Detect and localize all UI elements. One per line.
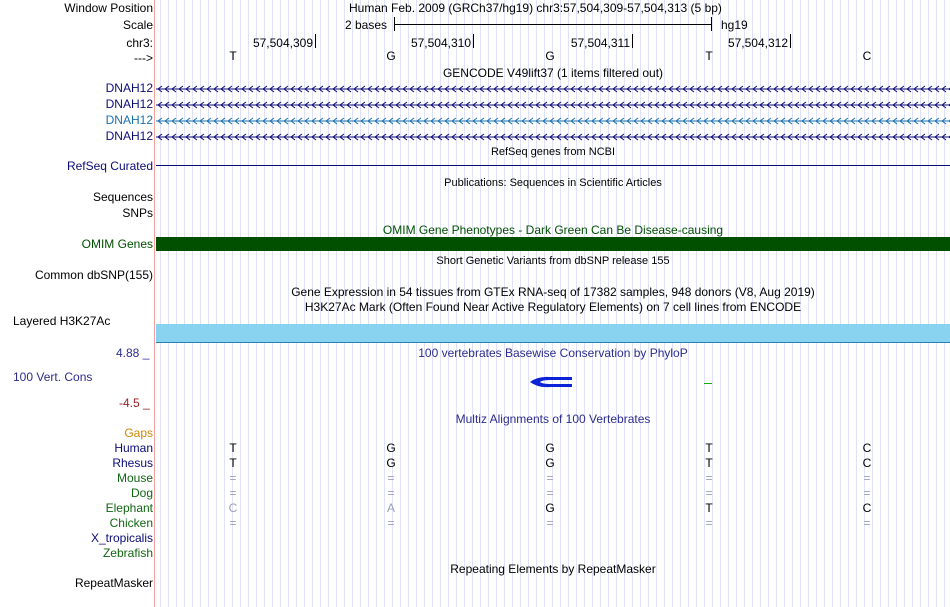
position-tick-label: 57,504,309 bbox=[252, 36, 313, 50]
position-tick-mark bbox=[315, 34, 316, 48]
reference-base: G bbox=[386, 49, 396, 63]
scale-bar bbox=[394, 17, 712, 31]
multiz-base: G bbox=[545, 501, 555, 515]
reference-base: C bbox=[862, 49, 872, 63]
gtex-title[interactable]: Gene Expression in 54 tissues from GTEx RNA-seq of 17382 samples, 948 donors (V8, Aug 2019) bbox=[291, 285, 815, 299]
position-tick-mark bbox=[790, 34, 791, 48]
repeatmasker-title[interactable]: Repeating Elements by RepeatMasker bbox=[450, 562, 656, 576]
multiz-base: = bbox=[387, 516, 395, 530]
phylop-max-label: 4.88 _ bbox=[116, 346, 150, 360]
omim-label[interactable]: OMIM Genes bbox=[81, 237, 153, 251]
multiz-base: T bbox=[705, 441, 713, 455]
reference-base: T bbox=[705, 49, 713, 63]
dbsnp-title[interactable]: Short Genetic Variants from dbSNP release 155 bbox=[436, 255, 670, 267]
multiz-title[interactable]: Multiz Alignments of 100 Vertebrates bbox=[455, 412, 651, 426]
gencode-gene-arrows[interactable] bbox=[156, 131, 950, 141]
h3k27ac-title[interactable]: H3K27Ac Mark (Often Found Near Active Regulatory Elements) on 7 cell lines from ENCODE bbox=[304, 300, 802, 314]
h3k27ac-signal[interactable] bbox=[156, 324, 950, 343]
multiz-base: = bbox=[863, 471, 871, 485]
multiz-species-label[interactable]: Dog bbox=[130, 486, 153, 500]
reference-base: G bbox=[545, 49, 555, 63]
phylop-score-glyph bbox=[528, 376, 576, 388]
strand-label: ---> bbox=[134, 51, 153, 65]
refseq-gene-line[interactable] bbox=[156, 165, 950, 166]
multiz-base: G bbox=[386, 441, 396, 455]
multiz-base: = bbox=[705, 471, 713, 485]
position-tick-label: 57,504,310 bbox=[410, 36, 471, 50]
multiz-base: A bbox=[386, 501, 395, 515]
window-position-value: Human Feb. 2009 (GRCh37/hg19) chr3:57,504,309-57,504,313 (5 bp) bbox=[349, 1, 722, 15]
phylop-title[interactable]: 100 vertebrates Basewise Conservation by PhyloP bbox=[418, 346, 688, 360]
h3k27ac-label[interactable]: Layered H3K27Ac bbox=[13, 314, 111, 328]
multiz-base: = bbox=[229, 486, 237, 500]
gencode-gene-label[interactable]: DNAH12 bbox=[105, 129, 153, 143]
scale-value: 2 bases bbox=[345, 18, 388, 32]
position-tick-mark bbox=[473, 34, 474, 48]
multiz-base: T bbox=[705, 501, 713, 515]
dbsnp-label[interactable]: Common dbSNP(155) bbox=[34, 268, 153, 282]
scale-label: Scale bbox=[122, 18, 153, 32]
gencode-gene-label[interactable]: DNAH12 bbox=[105, 113, 153, 127]
assembly-label: hg19 bbox=[721, 18, 748, 32]
gencode-title[interactable]: GENCODE V49lift37 (1 items filtered out) bbox=[442, 66, 664, 80]
phylop-min-label: -4.5 _ bbox=[119, 396, 150, 410]
refseq-label[interactable]: RefSeq Curated bbox=[66, 159, 153, 173]
gencode-gene-label[interactable]: DNAH12 bbox=[105, 97, 153, 111]
multiz-species-label[interactable]: Elephant bbox=[105, 501, 153, 515]
multiz-base: = bbox=[546, 471, 554, 485]
position-tick-mark bbox=[632, 34, 633, 48]
multiz-species-label[interactable]: Mouse bbox=[116, 471, 153, 485]
multiz-base: G bbox=[545, 456, 555, 470]
multiz-species-label[interactable]: X_tropicalis bbox=[90, 531, 153, 545]
multiz-base: = bbox=[229, 516, 237, 530]
repeatmasker-label[interactable]: RepeatMasker bbox=[74, 576, 153, 590]
phylop-score-mark bbox=[704, 383, 712, 384]
multiz-base: T bbox=[229, 441, 237, 455]
multiz-base: T bbox=[705, 456, 713, 470]
window-position-label: Window Position bbox=[64, 1, 153, 15]
snps-label[interactable]: SNPs bbox=[122, 206, 153, 220]
multiz-base: = bbox=[705, 486, 713, 500]
sequences-label[interactable]: Sequences bbox=[92, 190, 153, 204]
multiz-base: C bbox=[228, 501, 238, 515]
multiz-species-label[interactable]: Chicken bbox=[109, 516, 153, 530]
label-divider bbox=[154, 0, 155, 607]
multiz-base: C bbox=[862, 441, 872, 455]
multiz-base: = bbox=[546, 516, 554, 530]
multiz-base: T bbox=[229, 456, 237, 470]
multiz-base: C bbox=[862, 501, 872, 515]
refseq-title[interactable]: RefSeq genes from NCBI bbox=[490, 146, 616, 158]
multiz-species-label[interactable]: Zebrafish bbox=[102, 546, 153, 560]
multiz-base: = bbox=[546, 486, 554, 500]
omim-title[interactable]: OMIM Gene Phenotypes - Dark Green Can Be Disease-causing bbox=[382, 223, 724, 237]
multiz-base: = bbox=[387, 486, 395, 500]
reference-base: T bbox=[229, 49, 237, 63]
gencode-gene-arrows[interactable] bbox=[156, 115, 950, 125]
multiz-base: C bbox=[862, 456, 872, 470]
publications-title[interactable]: Publications: Sequences in Scientific Articles bbox=[444, 177, 662, 189]
gencode-gene-arrows[interactable] bbox=[156, 99, 950, 109]
position-tick-label: 57,504,312 bbox=[727, 36, 788, 50]
position-tick-label: 57,504,311 bbox=[570, 36, 630, 50]
multiz-species-label[interactable]: Human bbox=[114, 441, 153, 455]
multiz-base: = bbox=[229, 471, 237, 485]
gencode-gene-label[interactable]: DNAH12 bbox=[105, 81, 153, 95]
multiz-base: = bbox=[387, 471, 395, 485]
gaps-label[interactable]: Gaps bbox=[124, 426, 153, 440]
multiz-base: G bbox=[545, 441, 555, 455]
multiz-base: = bbox=[705, 516, 713, 530]
multiz-species-label[interactable]: Rhesus bbox=[112, 456, 153, 470]
multiz-base: G bbox=[386, 456, 396, 470]
multiz-base: = bbox=[863, 516, 871, 530]
chrom-label: chr3: bbox=[126, 36, 153, 50]
gencode-gene-arrows[interactable] bbox=[156, 83, 950, 93]
omim-gene-bar[interactable] bbox=[156, 237, 950, 251]
phylop-label[interactable]: 100 Vert. Cons bbox=[13, 370, 93, 384]
multiz-base: = bbox=[863, 486, 871, 500]
